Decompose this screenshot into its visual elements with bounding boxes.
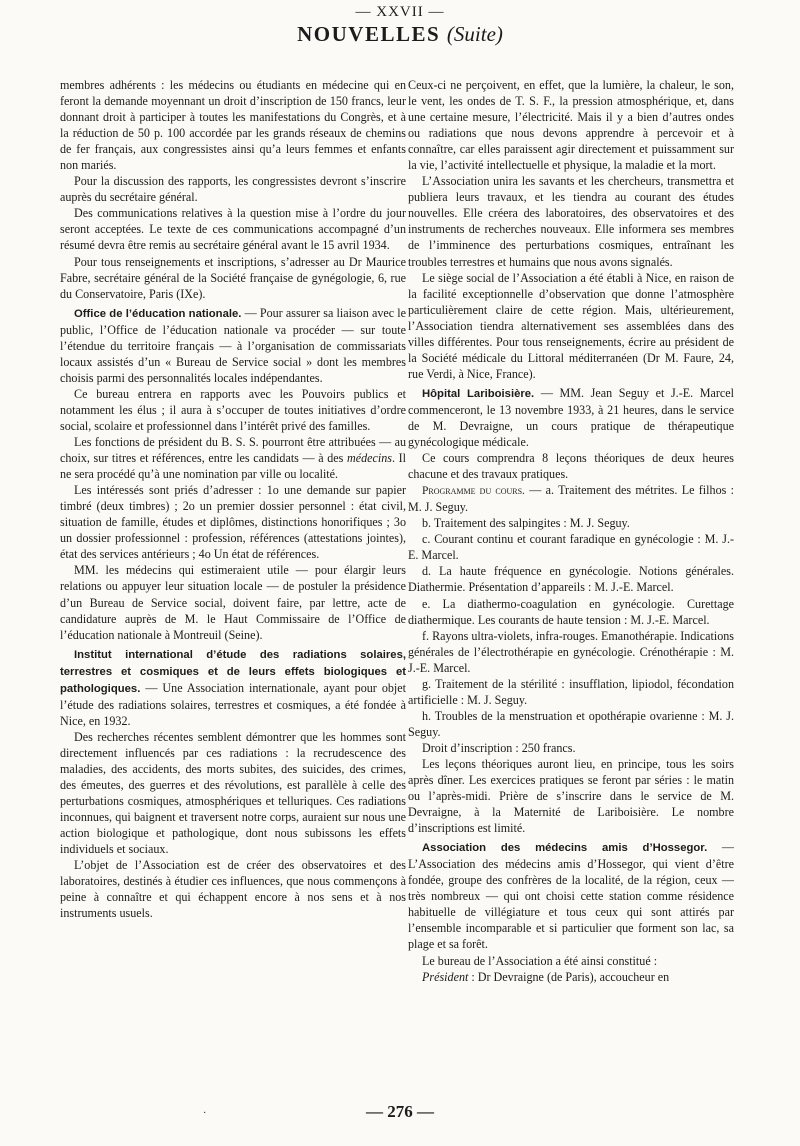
registration-fee: Droit d’inscription : 250 francs. xyxy=(422,740,576,755)
hossegor-section xyxy=(408,839,734,952)
section-title: Association des médecins amis d’Hossegor. xyxy=(422,842,708,855)
institut-section xyxy=(60,646,406,729)
section-title: Hôpital Lariboisière. xyxy=(422,387,535,400)
heading-title: NOUVELLES xyxy=(297,22,441,46)
paragraph: Ce cours comprendra 8 leçons théoriques de deux heures chacune et des travaux pratiques. xyxy=(408,451,734,482)
text-run: Les fonctions de président du B. S. S. pourront être attribuées — au choix, sur titres et références, entre les candidats — à des xyxy=(60,435,406,466)
programme-item-h: h. Troubles de la menstruation et opothérapie ovarienne : M. J. Seguy. xyxy=(408,708,734,739)
president-line xyxy=(408,969,734,985)
paragraph: Le bureau de l’Association a été ainsi constitué : xyxy=(422,953,658,968)
section-text: — MM. Jean Seguy et J.-E. Marcel commenceront, le 13 novembre 1933, à 21 heures, dans le service de M. Devraigne, un cours pratique de thérapeutique gynécologique médicale. xyxy=(408,385,734,450)
heading-subtitle: (Suite) xyxy=(446,22,503,46)
programme-item-e: e. La diathermo-coagulation en gynécologie. Curettage diathermique. Les courants de haute tension : M. J.-E. Marcel. xyxy=(408,596,734,627)
page-number: — 276 — xyxy=(366,1102,434,1121)
paragraph: Les leçons théoriques auront lieu, en principe, tous les soirs après dîner. Les exercices pratiques se feront par séries : le matin ou l’après-midi. Prière de s’inscrire dans le service de M. Devraigne, à la Maternité de Lariboisière. Le nombre d’inscriptions est limité. xyxy=(408,756,734,836)
section-title: Office de l’éducation nationale. xyxy=(74,307,242,320)
stray-mark: · xyxy=(203,1108,207,1119)
paragraph: L’objet de l’Association est de créer des observatoires et des laboratoires, destinés à étudier ces influences, que nous commençons à peine à connaître et qui échappent encore à nos sens et à nos instruments usuels. xyxy=(60,858,406,921)
office-section xyxy=(60,305,406,386)
paragraph: Pour la discussion des rapports, les congressistes devront s’inscrire auprès du secrétaire général. xyxy=(60,174,406,205)
paragraph: Des recherches récentes semblent démontrer que les hommes sont directement influencés par ces radiations : la recrudescence des maladies, des accidents, des morts subites, des suicides, des crimes, des émeutes, des guerres et des révolutions, est parallèle à celle des perturbations cosmiques, atmosphériques et telluriques. Ces radiations inconnues, qui baignent et traversent notre corps, auraient sur nous une action biologique et pathologique, dont nous subissons les effets individuels et sociaux. xyxy=(60,729,406,857)
programme-paragraph xyxy=(408,482,734,515)
paragraph: MM. les médecins qui estimeraient utile — pour élargir leurs relations ou appuyer leur situation locale — de postuler la présidence d’un Bureau de Service social, doivent faire, par lettre, acte de candidature auprès de M. le Haut Commissaire de l’Office de l’éducation nationale à Montreuil (Seine). xyxy=(60,563,406,642)
programme-item-g: g. Traitement de la stérilité : insufflation, lipiodol, fécondation artificielle : M. J. Seguy. xyxy=(408,676,734,707)
programme-label: Programme du cours. xyxy=(422,485,525,498)
section-text: — Pour assurer sa liaison avec le public, l’Office de l’éducation nationale va procéder — sur toute l’étendue du territoire français — à l’organisation de commissariats locaux assistés d’un « Bureau de Service social » dont les membres choisis parmi des personnalités locales indépendantes. xyxy=(60,305,406,385)
paragraph: Le siège social de l’Association a été établi à Nice, en raison de la facilité exceptionnelle d’observation que donne l’atmosphère particulièrement claire de cette région. Mais, ultérieurement, l’Association tiendra alternativement ses assemblées dans des villes différentes. Pour tous renseignements, écrire au président de la Société médicale du Littoral méditerranéen (Dr M. Faure, 24, rue Verdi, à Nice, France). xyxy=(408,270,734,381)
president-text: : Dr Devraigne (de Paris), accoucheur en xyxy=(468,969,670,984)
programme-item-a: — a. Traitement des métrites. Le filhos : M. J. Seguy. xyxy=(408,483,734,515)
programme-item-c: c. Courant continu et courant faradique en gynécologie : M. J.-E. Marcel. xyxy=(408,532,734,563)
text-run-italic: médecins xyxy=(346,451,392,466)
section-text: — Une Association internationale, ayant pour objet l’étude des radiations solaires, terrestres et cosmiques, a été fondée à Nice, en 1932. xyxy=(60,680,406,728)
roman-folio: — XXVII — xyxy=(355,4,445,20)
section-heading xyxy=(0,22,800,47)
paragraph: L’Association unira les savants et les chercheurs, transmettra et publiera leurs travaux, et les tiendra au courant des études nouvelles. Elle créera des laboratoires, des observatoires et des instruments de recherches nouveaux. Elle informera ses membres de l’imminence des perturbations cosmiques, entraînant les troubles terrestres et humains que nous avons signalés. xyxy=(408,174,734,269)
programme-item-b: b. Traitement des salpingites : M. J. Seguy. xyxy=(422,516,630,531)
text-run: . Il ne sera procédé qu’à une nomination par ville ou localité. xyxy=(60,451,406,482)
programme-item-d: d. La haute fréquence en gynécologie. Notions générales. Diathermie. Présentation d’appareils : M. J.-E. Marcel. xyxy=(408,564,734,595)
paragraph: Des communications relatives à la question mise à l’ordre du jour seront acceptées. Le texte de ces communications accompagné d’un résumé devra être remis au secrétaire général avant le 15 avril 1934. xyxy=(60,206,406,253)
paragraph: Ce bureau entrera en rapports avec les Pouvoirs publics et notamment les élus ; il aura à s’occuper de toutes initiatives d’ordre social, scolaire et professionnel dans l’intérêt privé des familles. xyxy=(60,386,406,433)
programme-item-f: f. Rayons ultra-violets, infra-rouges. Emanothérapie. Indications générales de l’électrothérapie en gynécologie. Crénothérapie : M. J.-E. Marcel. xyxy=(408,628,734,675)
right-column xyxy=(408,77,734,985)
paragraph: Les intéressés sont priés d’adresser : 1o une demande sur papier timbré (deux timbres) ; 2o un premier dossier personnel : état civil, situation de famille, études et diplômes, distinctions honorifiques ; 3o un dossier professionnel : profession, références (attestations jointes), état des services antérieurs ; 4o Un état de références. xyxy=(60,483,406,562)
paragraph: Pour tous renseignements et inscriptions, s’adresser au Dr Maurice Fabre, secrétaire général de la Société française de gynégologie, 6, rue du Conservatoire, Paris (IXe). xyxy=(60,254,406,301)
president-label: Président xyxy=(422,969,469,984)
section-title: Institut international d’étude des radiations solaires, terrestres et cosmiques et de leurs effets biologiques et pathologiques. xyxy=(60,648,406,695)
paragraph: Ceux-ci ne perçoivent, en effet, que la lumière, la chaleur, le son, le vent, les ondes de T. S. F., la pression atmosphérique, et, dans une certaine mesure, l’électricité. Mais il y a bien d’autres ondes ou radiations que nous devons apprendre à percevoir et à connaître, car elles paraissent agir directement et puissamment sur la vie, l’activité intellectuelle et physique, la maladie et la mort. xyxy=(408,78,734,173)
hopital-section xyxy=(408,385,734,450)
paragraph: membres adhérents : les médecins ou étudiants en médecine qui en feront la demande moyennant un droit d’inscription de 150 francs, leur donnant droit à participer à toutes les manifestations du Congrès, et à la réduction de 50 p. 100 accordée par les grands réseaux de chemins de fer français, aux congressistes ainsi qu’a leurs femmes et enfants non mariés. xyxy=(60,78,406,173)
section-text: — L’Association des médecins amis d’Hossegor, qui vient d’être fondée, groupe des confrères de la localité, de la région, ceux — très nombreux — qui ont choisi cette station comme résidence habituelle de villégiature et tous ceux qui sont attirés par l’ensemble incomparable et si particulier que forment son lac, sa plage et sa forêt. xyxy=(408,840,734,952)
left-column xyxy=(60,77,406,921)
paragraph xyxy=(60,434,406,482)
